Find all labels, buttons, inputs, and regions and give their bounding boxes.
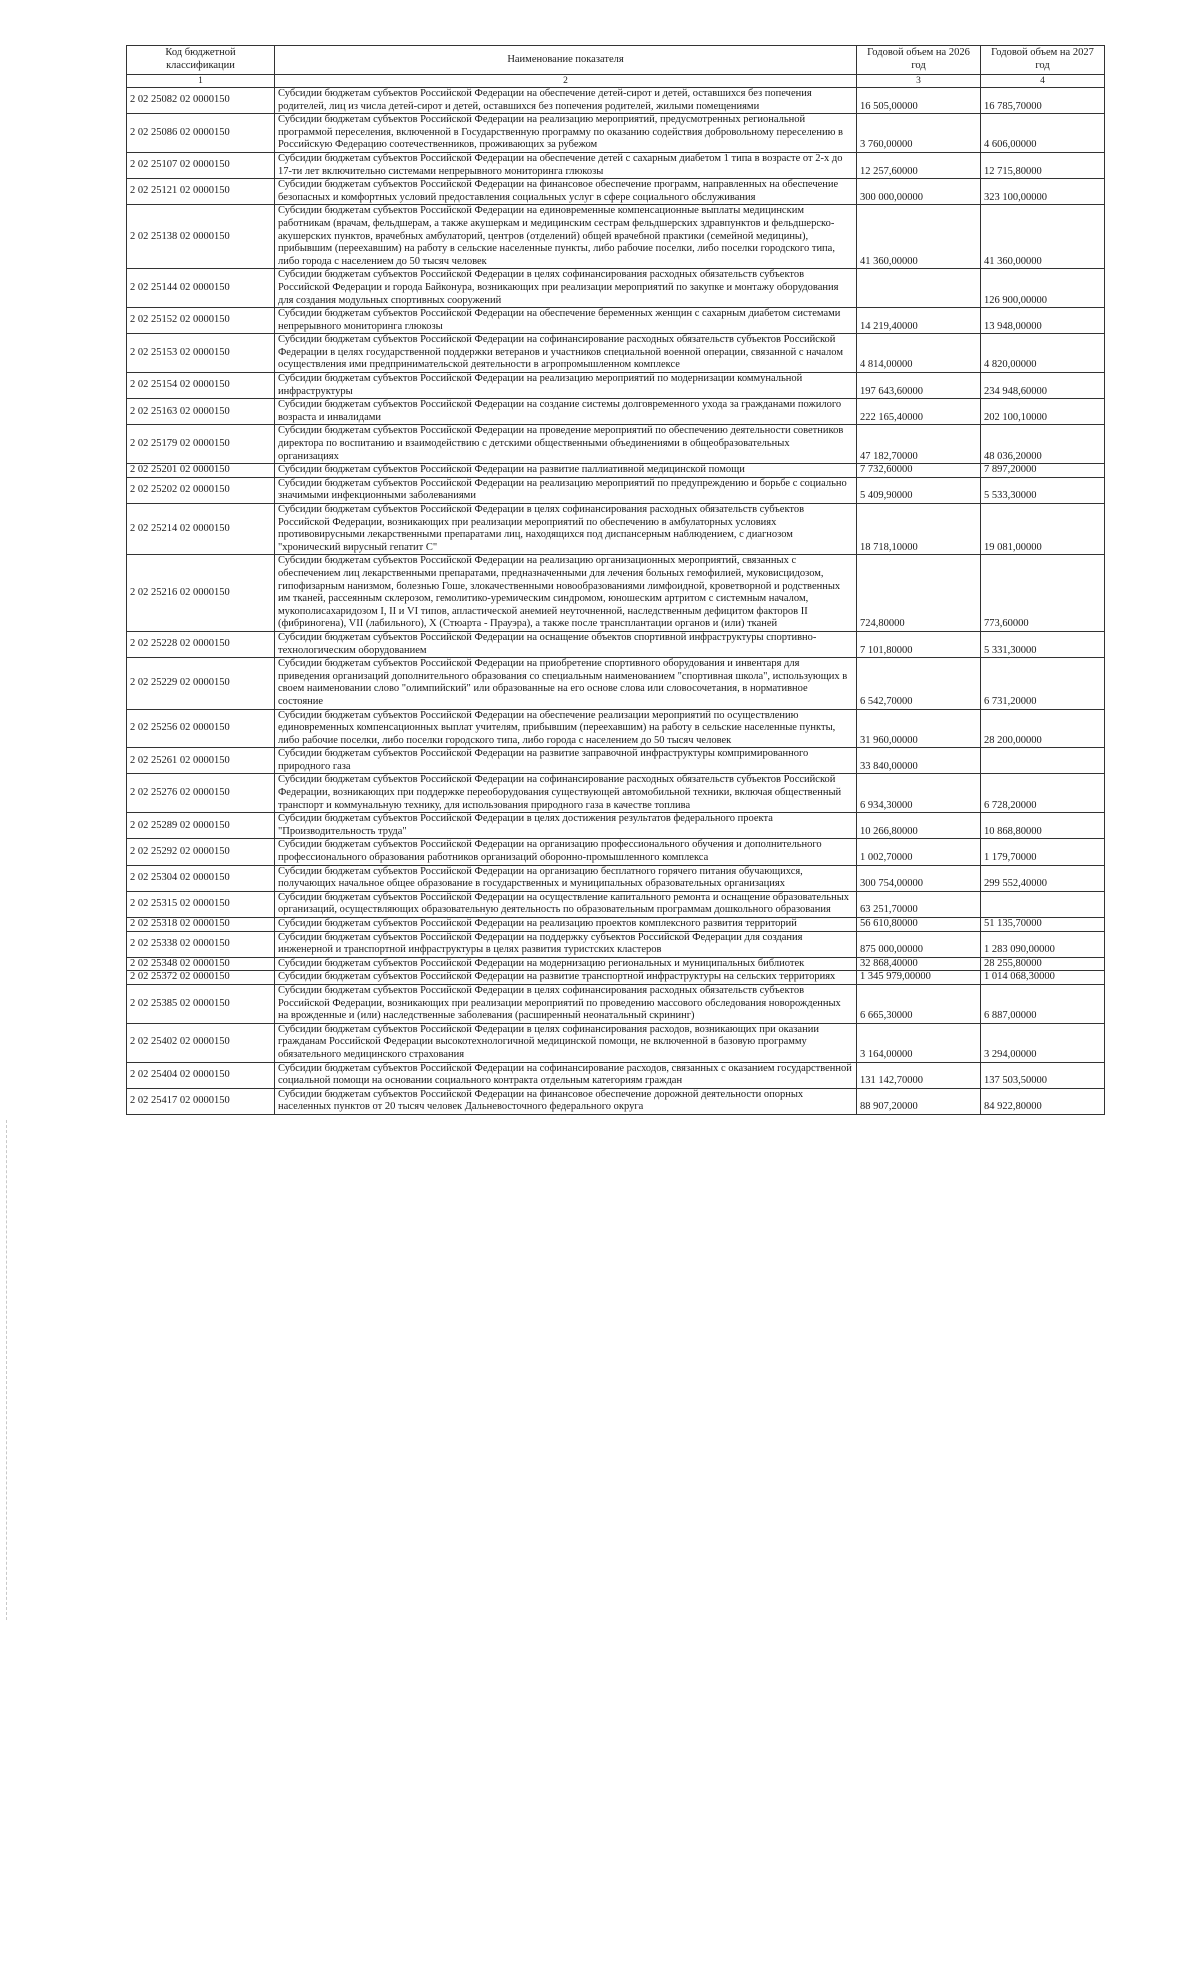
row-value-2027: 28 200,00000 xyxy=(981,709,1105,748)
row-name: Субсидии бюджетам субъектов Российской Федерации на приобретение спортивного оборудования и инвентаря для приведения организаций дополнительного образования со специальным наименованием "спортивная школа", использующих в своем наименовании слово "олимпийский" или образованные на его основе слова или словосочетания, в нормативное состояние xyxy=(275,658,857,709)
row-code: 2 02 25202 02 0000150 xyxy=(127,477,275,503)
table-row xyxy=(127,114,1105,153)
row-name: Субсидии бюджетам субъектов Российской Федерации на реализацию проектов комплексного развития территорий xyxy=(275,918,857,932)
row-code: 2 02 25304 02 0000150 xyxy=(127,865,275,891)
row-value-2026: 33 840,00000 xyxy=(857,748,981,774)
row-code: 2 02 25289 02 0000150 xyxy=(127,813,275,839)
row-value-2026: 14 219,40000 xyxy=(857,308,981,334)
table-row xyxy=(127,477,1105,503)
row-code: 2 02 25163 02 0000150 xyxy=(127,399,275,425)
header-num-3: 3 xyxy=(857,75,981,88)
table-header xyxy=(127,46,1105,88)
row-value-2026: 3 760,00000 xyxy=(857,114,981,153)
header-num-4: 4 xyxy=(981,75,1105,88)
table-row xyxy=(127,555,1105,632)
row-name: Субсидии бюджетам субъектов Российской Федерации в целях софинансирования расходных обязательств субъектов Российской Федерации, возникающих при реализации мероприятий по обеспечению в амбулаторных условиях противовирусными лекарственными препаратами лиц, находящихся под диспансерным наблюдением, с диагнозом "хронический вирусный гепатит С" xyxy=(275,504,857,555)
row-name: Субсидии бюджетам субъектов Российской Федерации в целях софинансирования расходных обязательств субъектов Российской Федерации, возникающих при реализации мероприятий по проведению массового обследования новорожденных на врожденные и (или) наследственные заболевания (расширенный неонатальный скрининг) xyxy=(275,984,857,1023)
row-value-2026: 6 665,30000 xyxy=(857,984,981,1023)
row-value-2026: 31 960,00000 xyxy=(857,709,981,748)
row-value-2026: 56 610,80000 xyxy=(857,918,981,932)
row-value-2026: 131 142,70000 xyxy=(857,1062,981,1088)
row-value-2027: 126 900,00000 xyxy=(981,269,1105,308)
row-name: Субсидии бюджетам субъектов Российской Федерации на осуществление капитального ремонта и оснащение образовательных организаций, осуществляющих образовательную деятельность по образовательным программам дошкольного образования xyxy=(275,891,857,917)
row-code: 2 02 25318 02 0000150 xyxy=(127,918,275,932)
row-code: 2 02 25338 02 0000150 xyxy=(127,931,275,957)
header-2026: Годовой объем на 2026 год xyxy=(857,46,981,75)
row-value-2027: 41 360,00000 xyxy=(981,205,1105,269)
row-name: Субсидии бюджетам субъектов Российской Федерации на софинансирование расходов, связанных с оказанием государственной социальной помощи на основании социального контракта отдельным категориям граждан xyxy=(275,1062,857,1088)
row-name: Субсидии бюджетам субъектов Российской Федерации на реализацию мероприятий, предусмотренных региональной программой переселения, включенной в Государственную программу по оказанию содействия добровольному переселению в Российскую Федерацию соотечественников, проживающих за рубежом xyxy=(275,114,857,153)
row-value-2027 xyxy=(981,891,1105,917)
row-code: 2 02 25086 02 0000150 xyxy=(127,114,275,153)
row-code: 2 02 25138 02 0000150 xyxy=(127,205,275,269)
row-value-2027: 299 552,40000 xyxy=(981,865,1105,891)
row-name: Субсидии бюджетам субъектов Российской Федерации на реализацию мероприятий по модернизации коммунальной инфраструктуры xyxy=(275,373,857,399)
row-name: Субсидии бюджетам субъектов Российской Федерации на реализацию организационных мероприятий, связанных с обеспечением лиц лекарственными препаратами, предназначенными для лечения больных гемофилией, муковисцидозом, гипофизарным нанизмом, болезнью Гоше, злокачественными новообразованиями лимфоидной, кроветворной и родственных им тканей, рассеянным склерозом, гемолитико-уремическим синдромом, юношеским артритом с системным началом, мукополисахаридозом I, II и VI типов, апластической анемией неуточненной, наследственным дефицитом факторов II (фибриногена), VII (лабильного), X (Стюарта - Прауэра), а также после трансплантации органов и (или) тканей xyxy=(275,555,857,632)
row-code: 2 02 25256 02 0000150 xyxy=(127,709,275,748)
row-code: 2 02 25082 02 0000150 xyxy=(127,88,275,114)
row-value-2027: 51 135,70000 xyxy=(981,918,1105,932)
table-row xyxy=(127,865,1105,891)
row-name: Субсидии бюджетам субъектов Российской Федерации на софинансирование расходных обязательств субъектов Российской Федерации, возникающих при поддержке переоборудования существующей автомобильной техники, включая общественный транспорт и коммунальную технику, для использования природного газа в качестве топлива xyxy=(275,774,857,813)
row-value-2027: 7 897,20000 xyxy=(981,464,1105,478)
row-code: 2 02 25348 02 0000150 xyxy=(127,957,275,971)
row-code: 2 02 25144 02 0000150 xyxy=(127,269,275,308)
row-value-2026: 47 182,70000 xyxy=(857,425,981,464)
row-code: 2 02 25372 02 0000150 xyxy=(127,971,275,985)
row-code: 2 02 25417 02 0000150 xyxy=(127,1088,275,1114)
table-row xyxy=(127,918,1105,932)
row-name: Субсидии бюджетам субъектов Российской Федерации на модернизацию региональных и муниципальных библиотек xyxy=(275,957,857,971)
row-value-2027: 5 533,30000 xyxy=(981,477,1105,503)
row-value-2026: 222 165,40000 xyxy=(857,399,981,425)
row-name: Субсидии бюджетам субъектов Российской Федерации в целях софинансирования расходов, возникающих при оказании гражданам Российской Федерации высокотехнологичной медицинской помощи, не включенной в базовую программу обязательного медицинского страхования xyxy=(275,1023,857,1062)
row-name: Субсидии бюджетам субъектов Российской Федерации на развитие заправочной инфраструктуры компримированного природного газа xyxy=(275,748,857,774)
row-value-2027: 4 606,00000 xyxy=(981,114,1105,153)
row-name: Субсидии бюджетам субъектов Российской Федерации на обеспечение реализации мероприятий по осуществлению единовременных компенсационных выплат учителям, прибывшим (переехавшим) на работу в сельские населенные пункты, либо рабочие поселки, либо поселки городского типа, либо города с населением до 50 тысяч человек xyxy=(275,709,857,748)
table-row xyxy=(127,373,1105,399)
row-value-2027: 6 728,20000 xyxy=(981,774,1105,813)
row-name: Субсидии бюджетам субъектов Российской Федерации на обеспечение детей с сахарным диабетом 1 типа в возрасте от 2-х до 17-ти лет включительно системами непрерывного мониторинга глюкозы xyxy=(275,152,857,178)
row-value-2027: 10 868,80000 xyxy=(981,813,1105,839)
row-value-2027: 16 785,70000 xyxy=(981,88,1105,114)
table-row xyxy=(127,931,1105,957)
row-value-2026: 1 002,70000 xyxy=(857,839,981,865)
row-name: Субсидии бюджетам субъектов Российской Федерации на развитие транспортной инфраструктуры на сельских территориях xyxy=(275,971,857,985)
row-value-2026: 7 732,60000 xyxy=(857,464,981,478)
row-name: Субсидии бюджетам субъектов Российской Федерации на оснащение объектов спортивной инфраструктуры спортивно-технологическим оборудованием xyxy=(275,631,857,657)
row-name: Субсидии бюджетам субъектов Российской Федерации в целях софинансирования расходных обязательств субъектов Российской Федерации и города Байконура, возникающих при реализации мероприятий по закупке и монтажу оборудования для создания модульных спортивных сооружений xyxy=(275,269,857,308)
row-code: 2 02 25229 02 0000150 xyxy=(127,658,275,709)
table-row xyxy=(127,334,1105,373)
row-name: Субсидии бюджетам субъектов Российской Федерации на единовременные компенсационные выплаты медицинским работникам (врачам, фельдшерам, а также акушеркам и медицинским сестрам фельдшерских здравпунктов и фельдшерско-акушерских пунктов, врачебных амбулаторий, центров (отделений) общей врачебной практики (семейной медицины), прибывшим (переехавшим) на работу в сельские населенные пункты, либо рабочие поселки, либо поселки городского типа, либо города с населением до 50 тысяч человек xyxy=(275,205,857,269)
row-value-2026: 88 907,20000 xyxy=(857,1088,981,1114)
header-num-2: 2 xyxy=(275,75,857,88)
row-name: Субсидии бюджетам субъектов Российской Федерации на поддержку субъектов Российской Федерации для создания инженерной и транспортной инфраструктуры в целях развития туристских кластеров xyxy=(275,931,857,957)
table-row xyxy=(127,504,1105,555)
scan-fold-mark xyxy=(6,1120,8,1620)
row-code: 2 02 25216 02 0000150 xyxy=(127,555,275,632)
table-row xyxy=(127,658,1105,709)
row-name: Субсидии бюджетам субъектов Российской Федерации на создание системы долговременного ухода за гражданами пожилого возраста и инвалидами xyxy=(275,399,857,425)
row-value-2026: 6 934,30000 xyxy=(857,774,981,813)
table-row xyxy=(127,971,1105,985)
row-name: Субсидии бюджетам субъектов Российской Федерации на финансовое обеспечение программ, направленных на обеспечение безопасных и комфортных условий предоставления социальных услуг в сфере социального обслуживания xyxy=(275,179,857,205)
table-row xyxy=(127,205,1105,269)
row-value-2027: 323 100,00000 xyxy=(981,179,1105,205)
header-2027: Годовой объем на 2027 год xyxy=(981,46,1105,75)
row-code: 2 02 25276 02 0000150 xyxy=(127,774,275,813)
row-code: 2 02 25385 02 0000150 xyxy=(127,984,275,1023)
row-name: Субсидии бюджетам субъектов Российской Федерации на финансовое обеспечение дорожной деятельности опорных населенных пунктов от 20 тысяч человек Дальневосточного федерального округа xyxy=(275,1088,857,1114)
row-code: 2 02 25292 02 0000150 xyxy=(127,839,275,865)
row-value-2027: 84 922,80000 xyxy=(981,1088,1105,1114)
row-value-2027 xyxy=(981,748,1105,774)
row-name: Субсидии бюджетам субъектов Российской Федерации на развитие паллиативной медицинской помощи xyxy=(275,464,857,478)
table-row xyxy=(127,308,1105,334)
row-value-2027: 6 731,20000 xyxy=(981,658,1105,709)
row-value-2026: 6 542,70000 xyxy=(857,658,981,709)
row-code: 2 02 25179 02 0000150 xyxy=(127,425,275,464)
table-row xyxy=(127,1062,1105,1088)
header-name: Наименование показателя xyxy=(275,46,857,75)
row-value-2026 xyxy=(857,269,981,308)
row-value-2027: 5 331,30000 xyxy=(981,631,1105,657)
row-value-2026: 1 345 979,00000 xyxy=(857,971,981,985)
row-value-2027: 28 255,80000 xyxy=(981,957,1105,971)
row-code: 2 02 25201 02 0000150 xyxy=(127,464,275,478)
row-value-2026: 300 754,00000 xyxy=(857,865,981,891)
row-name: Субсидии бюджетам субъектов Российской Федерации в целях достижения результатов федерального проекта "Производительность труда" xyxy=(275,813,857,839)
table-row xyxy=(127,464,1105,478)
row-code: 2 02 25107 02 0000150 xyxy=(127,152,275,178)
table-row xyxy=(127,269,1105,308)
row-value-2026: 875 000,00000 xyxy=(857,931,981,957)
row-value-2027: 1 283 090,00000 xyxy=(981,931,1105,957)
row-code: 2 02 25152 02 0000150 xyxy=(127,308,275,334)
row-value-2026: 3 164,00000 xyxy=(857,1023,981,1062)
table-row xyxy=(127,957,1105,971)
row-name: Субсидии бюджетам субъектов Российской Федерации на обеспечение детей-сирот и детей, оставшихся без попечения родителей, лиц из числа детей-сирот и детей, оставшихся без попечения родителей, жилыми помещениями xyxy=(275,88,857,114)
row-code: 2 02 25402 02 0000150 xyxy=(127,1023,275,1062)
row-name: Субсидии бюджетам субъектов Российской Федерации на софинансирование расходных обязательств субъектов Российской Федерации в целях государственной поддержки ветеранов и участников специальной военной операции, связанной с началом осуществления ими предпринимательской деятельности в агропромышленном комплексе xyxy=(275,334,857,373)
table-row xyxy=(127,774,1105,813)
table-body xyxy=(127,88,1105,1115)
row-value-2027: 4 820,00000 xyxy=(981,334,1105,373)
row-value-2026: 10 266,80000 xyxy=(857,813,981,839)
row-value-2026: 18 718,10000 xyxy=(857,504,981,555)
header-num-1: 1 xyxy=(127,75,275,88)
row-value-2027: 234 948,60000 xyxy=(981,373,1105,399)
row-code: 2 02 25261 02 0000150 xyxy=(127,748,275,774)
row-name: Субсидии бюджетам субъектов Российской Федерации на организацию бесплатного горячего питания обучающихся, получающих начальное общее образование в государственных и муниципальных образовательных организациях xyxy=(275,865,857,891)
table-row xyxy=(127,984,1105,1023)
row-value-2027: 137 503,50000 xyxy=(981,1062,1105,1088)
row-value-2027: 202 100,10000 xyxy=(981,399,1105,425)
header-code: Код бюджетной классификации xyxy=(127,46,275,75)
row-name: Субсидии бюджетам субъектов Российской Федерации на реализацию мероприятий по предупреждению и борьбе с социально значимыми инфекционными заболеваниями xyxy=(275,477,857,503)
row-value-2026: 5 409,90000 xyxy=(857,477,981,503)
row-value-2027: 1 179,70000 xyxy=(981,839,1105,865)
row-code: 2 02 25404 02 0000150 xyxy=(127,1062,275,1088)
row-value-2027: 773,60000 xyxy=(981,555,1105,632)
row-value-2026: 724,80000 xyxy=(857,555,981,632)
table-row xyxy=(127,152,1105,178)
row-value-2027: 48 036,20000 xyxy=(981,425,1105,464)
row-value-2026: 16 505,00000 xyxy=(857,88,981,114)
row-code: 2 02 25121 02 0000150 xyxy=(127,179,275,205)
row-value-2027: 19 081,00000 xyxy=(981,504,1105,555)
row-value-2027: 13 948,00000 xyxy=(981,308,1105,334)
table-row xyxy=(127,813,1105,839)
table-row xyxy=(127,709,1105,748)
row-name: Субсидии бюджетам субъектов Российской Федерации на проведение мероприятий по обеспечению деятельности советников директора по воспитанию и взаимодействию с детскими общественными объединениями в общеобразовательных организациях xyxy=(275,425,857,464)
row-value-2027: 6 887,00000 xyxy=(981,984,1105,1023)
row-name: Субсидии бюджетам субъектов Российской Федерации на обеспечение беременных женщин с сахарным диабетом системами непрерывного мониторинга глюкозы xyxy=(275,308,857,334)
row-value-2027: 1 014 068,30000 xyxy=(981,971,1105,985)
table-row xyxy=(127,631,1105,657)
row-value-2026: 197 643,60000 xyxy=(857,373,981,399)
row-value-2027: 3 294,00000 xyxy=(981,1023,1105,1062)
table-row xyxy=(127,839,1105,865)
table-row xyxy=(127,1023,1105,1062)
table-row xyxy=(127,88,1105,114)
table-row xyxy=(127,399,1105,425)
row-value-2026: 12 257,60000 xyxy=(857,152,981,178)
row-code: 2 02 25315 02 0000150 xyxy=(127,891,275,917)
table-row xyxy=(127,425,1105,464)
row-value-2026: 63 251,70000 xyxy=(857,891,981,917)
table-row xyxy=(127,748,1105,774)
row-code: 2 02 25214 02 0000150 xyxy=(127,504,275,555)
table-row xyxy=(127,179,1105,205)
row-name: Субсидии бюджетам субъектов Российской Федерации на организацию профессионального обучения и дополнительного профессионального образования работников организаций оборонно-промышленного комплекса xyxy=(275,839,857,865)
budget-table xyxy=(126,45,1105,1115)
row-value-2026: 4 814,00000 xyxy=(857,334,981,373)
row-value-2026: 32 868,40000 xyxy=(857,957,981,971)
row-code: 2 02 25154 02 0000150 xyxy=(127,373,275,399)
row-value-2026: 41 360,00000 xyxy=(857,205,981,269)
table-row xyxy=(127,1088,1105,1114)
table-row xyxy=(127,891,1105,917)
row-code: 2 02 25228 02 0000150 xyxy=(127,631,275,657)
row-value-2026: 7 101,80000 xyxy=(857,631,981,657)
row-value-2027: 12 715,80000 xyxy=(981,152,1105,178)
row-value-2026: 300 000,00000 xyxy=(857,179,981,205)
row-code: 2 02 25153 02 0000150 xyxy=(127,334,275,373)
